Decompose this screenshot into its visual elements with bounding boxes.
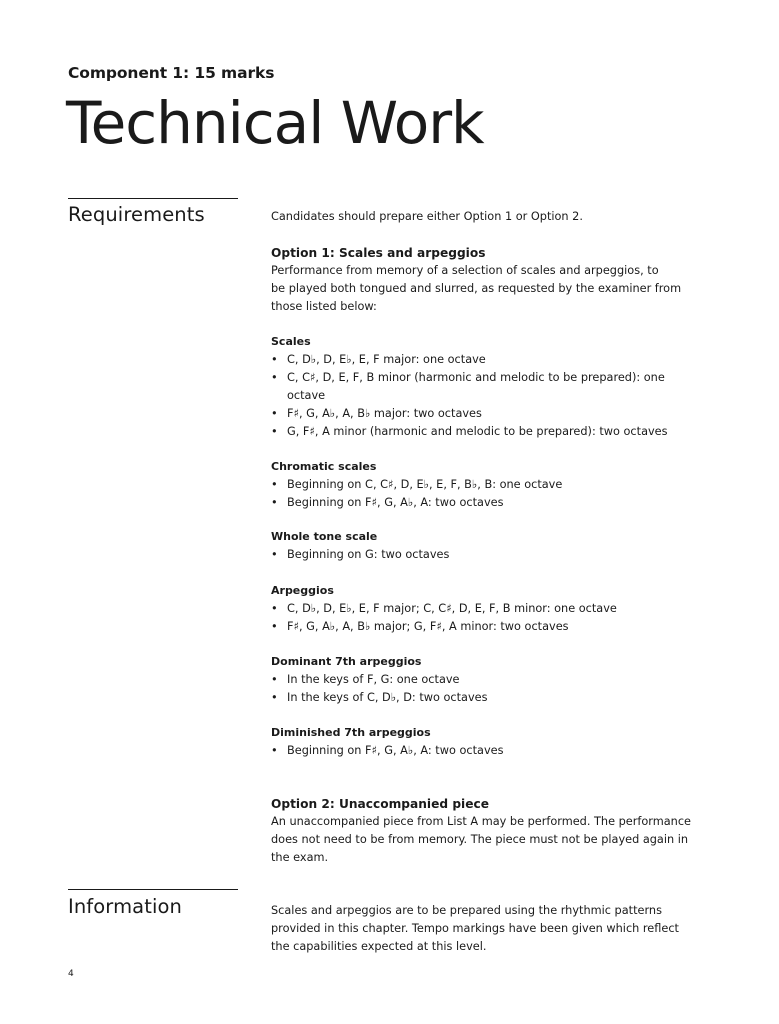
- information-line: provided in this chapter. Tempo markings have been given which reflect: [271, 922, 679, 935]
- requirements-heading: Requirements: [68, 203, 205, 226]
- dominant-heading: Dominant 7th arpeggios: [271, 655, 422, 668]
- scales-heading: Scales: [271, 335, 311, 348]
- option1-block: [271, 244, 721, 316]
- information-block: [271, 902, 721, 956]
- dominant-block: [271, 653, 721, 707]
- list-item-text: Beginning on G: two octaves: [287, 548, 450, 561]
- bullet-icon: •: [271, 496, 278, 509]
- list-item-text: Beginning on F♯, G, A♭, A: two octaves: [287, 744, 504, 757]
- wholetone-list: [271, 546, 721, 564]
- chromatic-block: [271, 458, 721, 512]
- bullet-icon: •: [271, 353, 278, 366]
- bullet-icon: •: [271, 744, 278, 757]
- list-item: [271, 351, 721, 369]
- information-line: the capabilities expected at this level.: [271, 940, 487, 953]
- list-item: [271, 618, 721, 636]
- information-heading: Information: [68, 895, 182, 918]
- list-item: [271, 742, 721, 760]
- diminished-list: [271, 742, 721, 760]
- section-rule-requirements: [68, 198, 238, 199]
- list-item-text: G, F♯, A minor (harmonic and melodic to be prepared): two octaves: [287, 425, 668, 438]
- option2-line: An unaccompanied piece from List A may be performed. The performance: [271, 815, 691, 828]
- chromatic-list: [271, 476, 721, 512]
- list-item: [271, 546, 721, 564]
- list-item: [271, 689, 721, 707]
- list-item: [271, 671, 721, 689]
- list-item-text: C, C♯, D, E, F, B minor (harmonic and melodic to be prepared): one: [287, 371, 665, 384]
- scales-block: [271, 333, 721, 441]
- option2-line: does not need to be from memory. The piece must not be played again in: [271, 833, 689, 846]
- arpeggios-heading: Arpeggios: [271, 584, 334, 597]
- diminished-heading: Diminished 7th arpeggios: [271, 726, 431, 739]
- bullet-icon: •: [271, 425, 278, 438]
- bullet-icon: •: [271, 691, 278, 704]
- bullet-icon: •: [271, 548, 278, 561]
- chromatic-heading: Chromatic scales: [271, 460, 377, 473]
- list-item: [271, 369, 721, 405]
- option2-block: [271, 795, 721, 867]
- option1-line: those listed below:: [271, 300, 377, 313]
- option1-line: be played both tongued and slurred, as requested by the examiner from: [271, 282, 682, 295]
- list-item-text: In the keys of C, D♭, D: two octaves: [287, 691, 488, 704]
- arpeggios-block: [271, 582, 721, 636]
- list-item-text: octave: [287, 389, 326, 402]
- page-title: Technical Work: [66, 89, 484, 157]
- list-item-text: F♯, G, A♭, A, B♭ major; G, F♯, A minor: two octaves: [287, 620, 569, 633]
- information-line: Scales and arpeggios are to be prepared using the rhythmic patterns: [271, 904, 662, 917]
- requirements-intro: Candidates should prepare either Option 1 or Option 2.: [271, 210, 583, 223]
- list-item: [271, 476, 721, 494]
- page-number: 4: [68, 969, 74, 979]
- option2-title: Option 2: Unaccompanied piece: [271, 797, 489, 811]
- wholetone-heading: Whole tone scale: [271, 530, 378, 543]
- arpeggios-list: [271, 600, 721, 636]
- option1-line: Performance from memory of a selection of scales and arpeggios, to: [271, 264, 659, 277]
- list-item-text: Beginning on F♯, G, A♭, A: two octaves: [287, 496, 504, 509]
- bullet-icon: •: [271, 620, 278, 633]
- list-item-text: C, D♭, D, E♭, E, F major; C, C♯, D, E, F, B minor: one octave: [287, 602, 617, 615]
- list-item-text: Beginning on C, C♯, D, E♭, E, F, B♭, B: one octave: [287, 478, 563, 491]
- list-item-text: F♯, G, A♭, A, B♭ major: two octaves: [287, 407, 482, 420]
- scales-list: [271, 351, 721, 441]
- wholetone-block: [271, 528, 721, 564]
- requirements-intro-block: [271, 208, 721, 226]
- option2-line: the exam.: [271, 851, 329, 864]
- list-item: [271, 423, 721, 441]
- bullet-icon: •: [271, 673, 278, 686]
- option1-title: Option 1: Scales and arpeggios: [271, 246, 486, 260]
- list-item: [271, 494, 721, 512]
- bullet-icon: •: [271, 602, 278, 615]
- list-item: [271, 600, 721, 618]
- bullet-icon: •: [271, 478, 278, 491]
- list-item: [271, 405, 721, 423]
- component-label: Component 1: 15 marks: [68, 64, 275, 82]
- bullet-icon: •: [271, 371, 278, 384]
- diminished-block: [271, 724, 721, 760]
- dominant-list: [271, 671, 721, 707]
- bullet-icon: •: [271, 407, 278, 420]
- section-rule-information: [68, 889, 238, 890]
- list-item-text: C, D♭, D, E♭, E, F major: one octave: [287, 353, 486, 366]
- list-item-text: In the keys of F, G: one octave: [287, 673, 460, 686]
